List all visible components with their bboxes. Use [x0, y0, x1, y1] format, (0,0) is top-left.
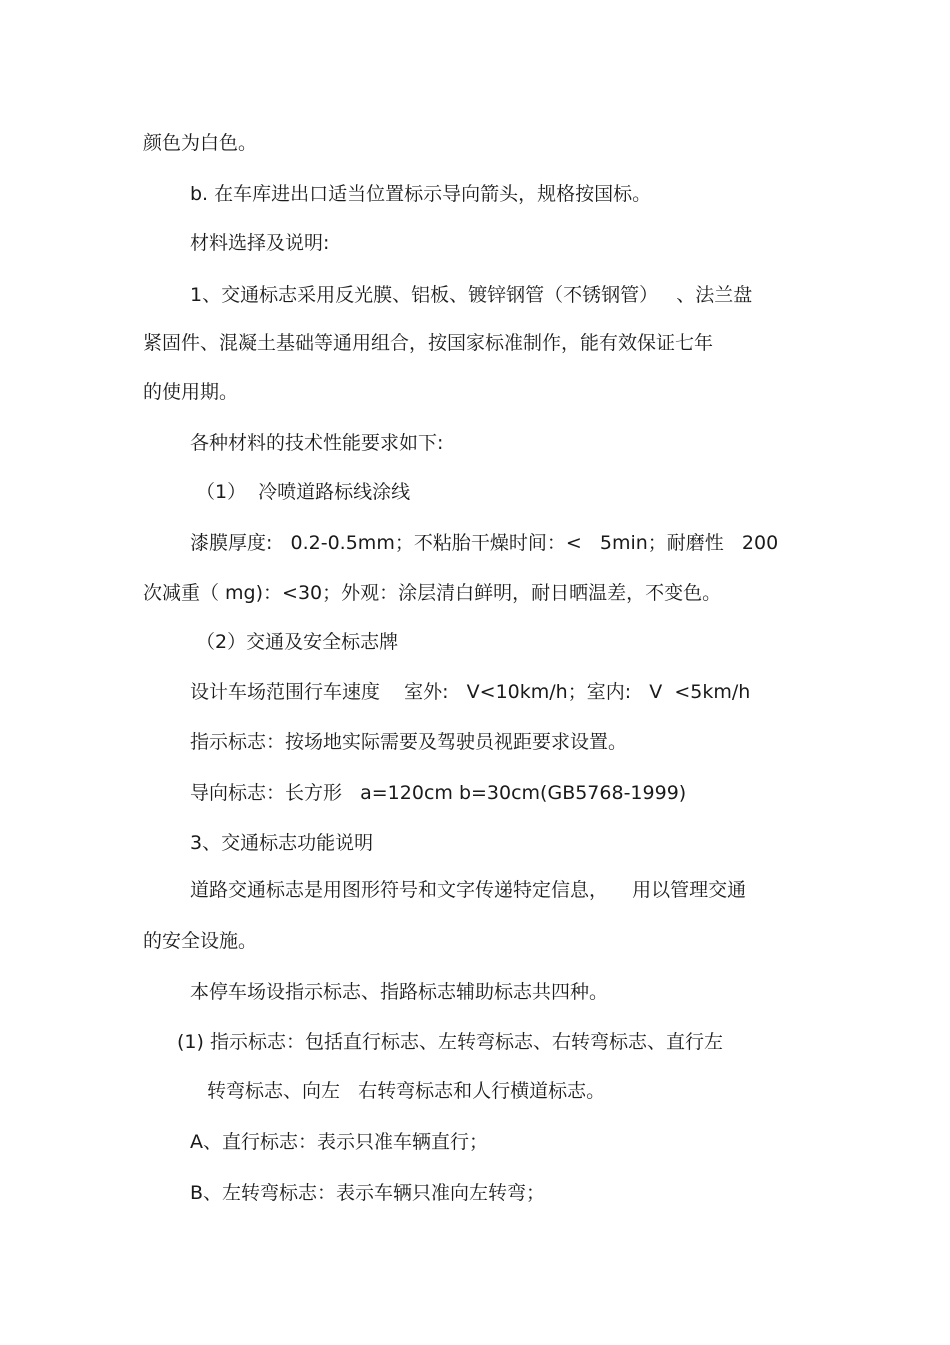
- section-heading-materials: 材料选择及说明:: [190, 232, 330, 254]
- text-line-10: 次减重（ mg)：<30；外观：涂层清白鲜明，耐日晒温差，不变色。: [143, 582, 722, 604]
- text-line-4: 1、交通标志采用反光膜、铝板、镀锌钢管（不锈钢管） 、法兰盘: [190, 284, 753, 306]
- text-line-13: 指示标志：按场地实际需要及驾驶员视距要求设置。: [190, 731, 628, 753]
- section-heading-3: 3、交通标志功能说明: [190, 832, 374, 854]
- subheading-2: （2）交通及安全标志牌: [196, 631, 399, 653]
- text-line-2: b. 在车库进出口适当位置标示导向箭头，规格按国标。: [190, 183, 652, 205]
- list-item-1-cont: 转弯标志、向左 右转弯标志和人行横道标志。: [207, 1080, 606, 1102]
- list-item-1: (1) 指示标志：包括直行标志、左转弯标志、右转弯标志、直行左: [177, 1031, 723, 1053]
- text-line-17: 的安全设施。: [143, 930, 258, 952]
- text-line-12: 设计车场范围行车速度 室外: V<10km/h；室内: V <5km/h: [190, 681, 751, 703]
- text-line-16: 道路交通标志是用图形符号和文字传递特定信息， 用以管理交通: [190, 879, 747, 901]
- text-line-14: 导向标志：长方形 a=120cm b=30cm(GB5768-1999): [190, 782, 687, 804]
- list-item-a: A、直行标志：表示只准车辆直行；: [190, 1131, 488, 1153]
- text-line-7: 各种材料的技术性能要求如下:: [190, 432, 444, 454]
- text-line-1: 颜色为白色。: [143, 132, 258, 154]
- text-line-6: 的使用期。: [143, 381, 239, 403]
- text-line-5: 紧固件、混凝土基础等通用组合，按国家标准制作，能有效保证七年: [143, 332, 714, 354]
- text-line-9: 漆膜厚度: 0.2-0.5mm；不粘胎干燥时间：< 5min；耐磨性 200: [190, 532, 779, 554]
- list-item-b: B、左转弯标志：表示车辆只准向左转弯；: [190, 1182, 546, 1204]
- text-line-18: 本停车场设指示标志、指路标志辅助标志共四种。: [190, 981, 609, 1003]
- subheading-1: （1） 冷喷道路标线涂线: [196, 481, 411, 503]
